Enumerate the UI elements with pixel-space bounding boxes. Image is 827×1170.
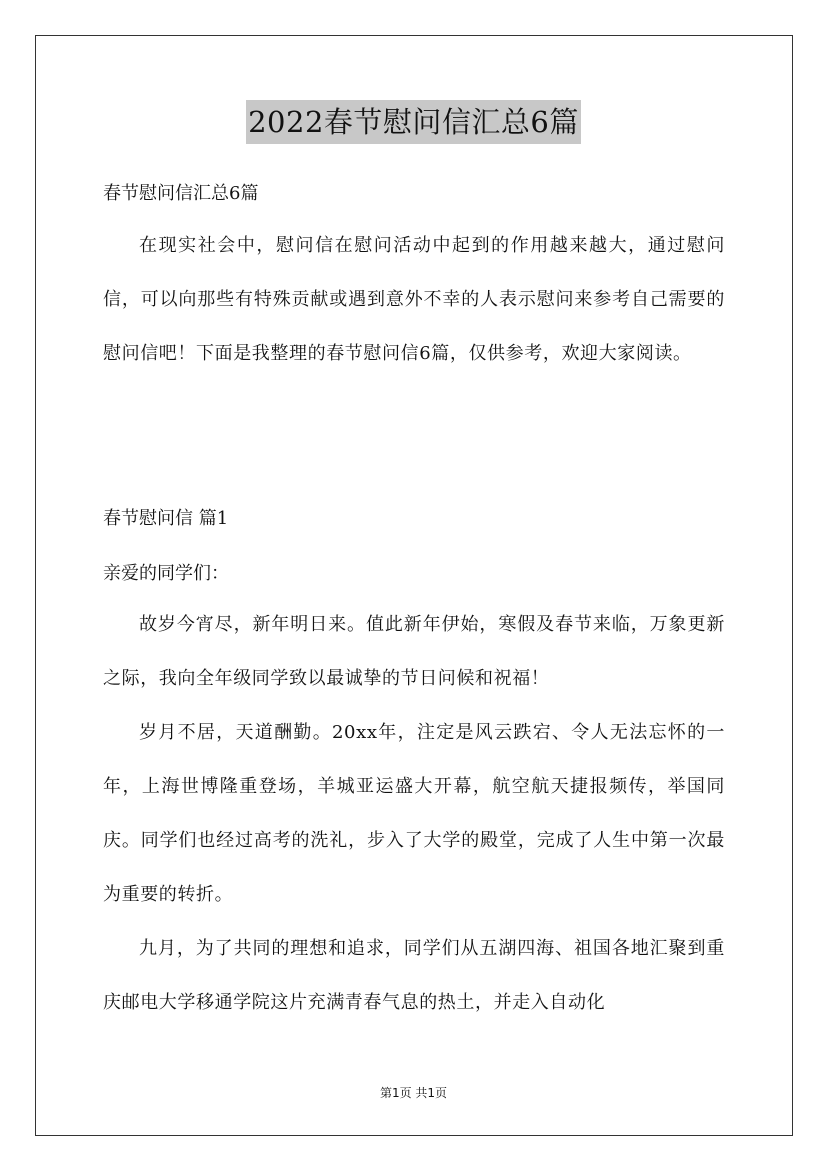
body-paragraph-1: 故岁今宵尽，新年明日来。值此新年伊始，寒假及春节来临，万象更新之际，我向全年级同学致以最诚挚的节日问候和祝福！ [103,614,725,689]
body-paragraph-2: 岁月不居，天道酬勤。20xx年，注定是风云跌宕、令人无法忘怀的一年，上海世博隆重登场，羊城亚运盛大开幕，航空航天捷报频传，举国同庆。同学们也经过高考的洗礼，步入了大学的殿堂，完成了人生中第一次最为重要的转折。 [103,722,725,905]
page-footer: 第1页 共1页 [379,1086,448,1100]
document-title-text: 2022春节慰问信汇总6篇 [246,100,581,144]
salutation: 亲爱的同学们： [103,563,229,584]
body-paragraph-3: 九月，为了共同的理想和追求，同学们从五湖四海、祖国各地汇聚到重庆邮电大学移通学院这片充满青春气息的热土，并走入自动化 [103,938,725,1013]
section-heading: 春节慰问信 篇1 [103,508,229,529]
intro-paragraph: 在现实社会中，慰问信在慰问活动中起到的作用越来越大，通过慰问信，可以向那些有特殊贡献或遇到意外不幸的人表示慰问来参考自己需要的慰问信吧！下面是我整理的春节慰问信6篇，仅供参考，欢迎大家阅读。 [103,235,725,364]
document-title [0,100,827,144]
document-subtitle: 春节慰问信汇总6篇 [103,183,259,204]
